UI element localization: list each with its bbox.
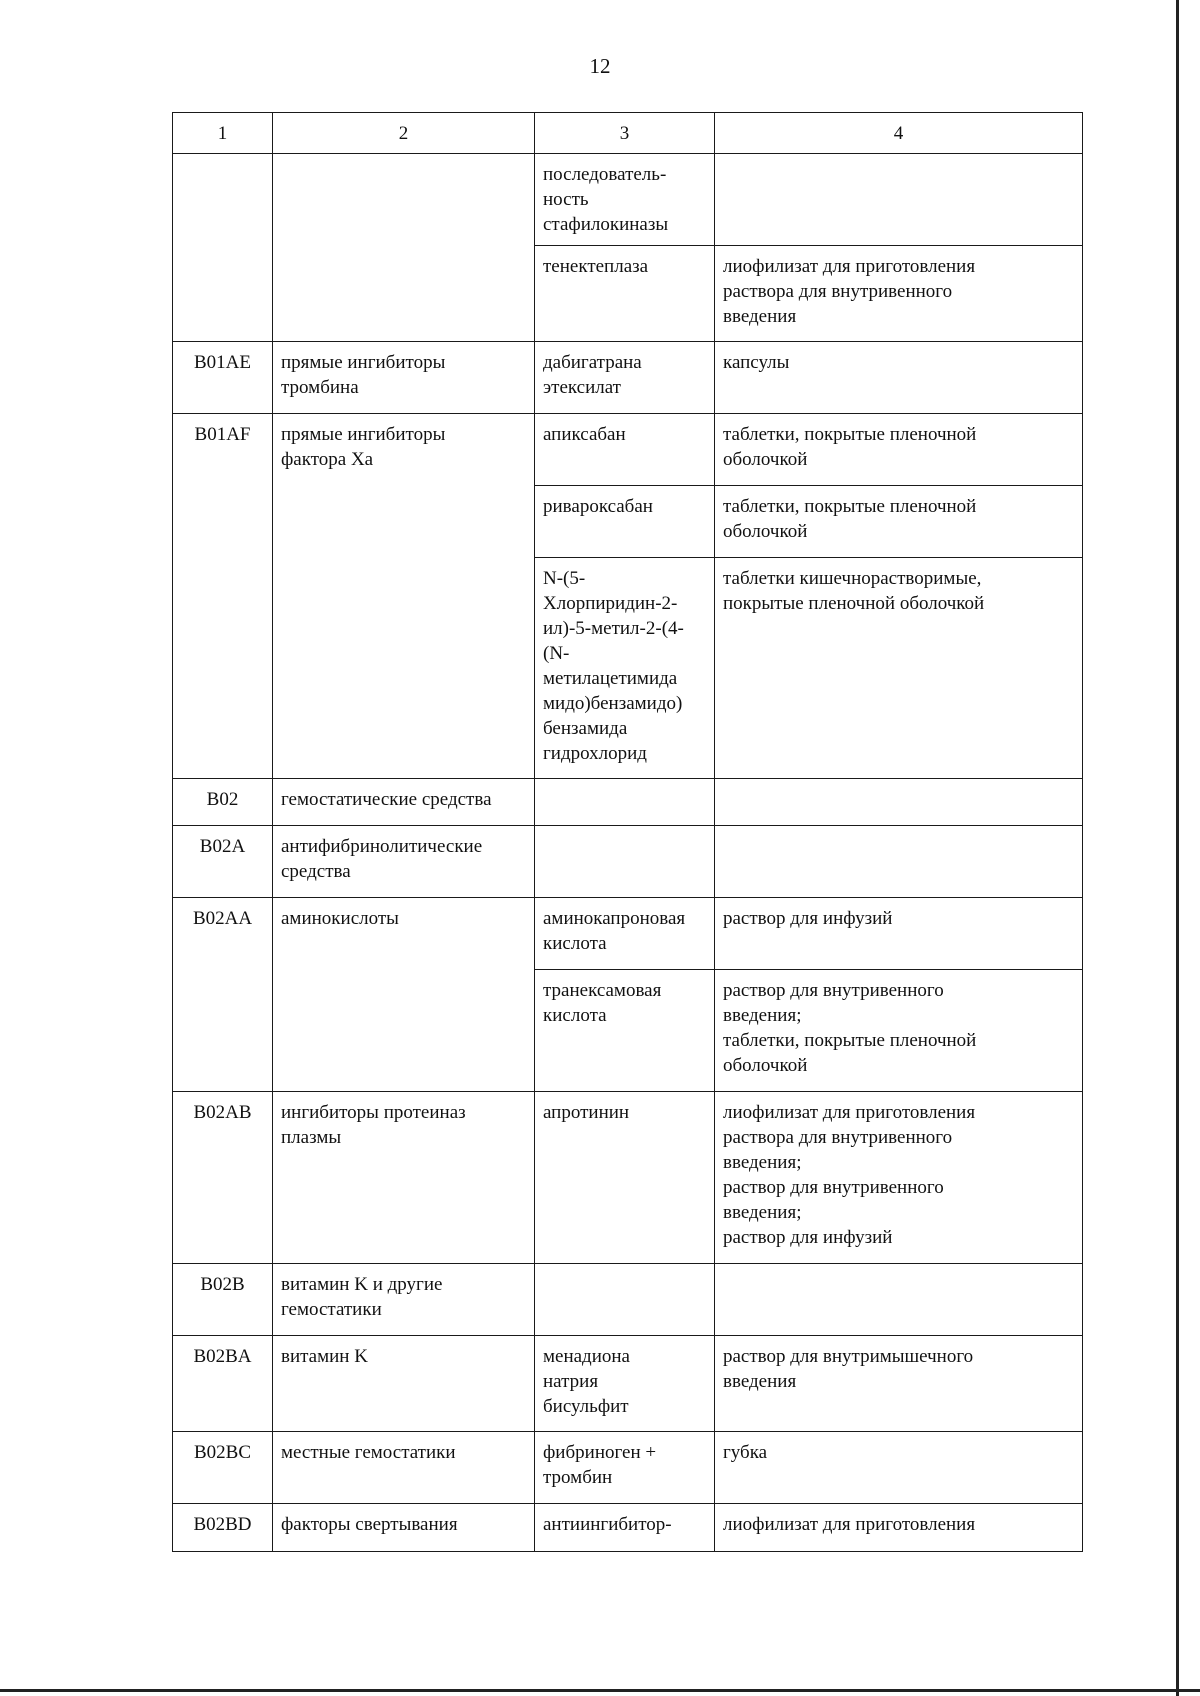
anatomical-group-cell: факторы свертывания [273, 1504, 535, 1552]
substance-cell: менадиона натрия бисульфит [535, 1336, 715, 1432]
anatomical-group-cell: прямые ингибиторы тромбина [273, 342, 535, 414]
atc-code-cell: B02AA [173, 898, 273, 1092]
page-number: 12 [589, 54, 611, 78]
substance-cell: N-(5- Хлорпиридин-2- ил)-5-метил-2-(4- (N- метилацетимида мидо)бензамидо) бензамида гидрохлорид [535, 558, 715, 779]
dosage-form-cell: раствор для внутривенного введения; таблетки, покрытые пленочной оболочкой [715, 970, 1083, 1092]
dosage-form-cell [715, 826, 1083, 898]
substance-cell: фибриноген + тромбин [535, 1432, 715, 1504]
header-col-2: 2 [273, 113, 535, 154]
header-col-1: 1 [173, 113, 273, 154]
anatomical-group-cell: аминокислоты [273, 898, 535, 1092]
atc-code-cell: B02A [173, 826, 273, 898]
dosage-form-cell: лиофилизат для приготовления [715, 1504, 1083, 1552]
anatomical-group-cell: антифибринолитические средства [273, 826, 535, 898]
header-col-4: 4 [715, 113, 1083, 154]
dosage-form-cell [715, 779, 1083, 826]
dosage-form-cell [715, 1264, 1083, 1336]
substance-cell: апиксабан [535, 414, 715, 486]
table-row [173, 1336, 1083, 1432]
atc-code-cell: B02AB [173, 1092, 273, 1264]
substance-cell [535, 779, 715, 826]
dosage-form-cell: лиофилизат для приготовления раствора для внутривенного введения; раствор для внутривенного введения; раствор для инфузий [715, 1092, 1083, 1264]
substance-cell: последователь- ность стафилокиназы [535, 154, 715, 246]
table-body [173, 113, 1083, 1552]
dosage-form-cell: раствор для инфузий [715, 898, 1083, 970]
substance-cell: тенектеплаза [535, 246, 715, 342]
table-row [173, 414, 1083, 486]
table-row [173, 154, 1083, 246]
scan-edge-bottom [0, 1689, 1200, 1692]
substance-cell: аминокапроновая кислота [535, 898, 715, 970]
table-row [173, 779, 1083, 826]
dosage-form-cell: лиофилизат для приготовления раствора для внутривенного введения [715, 246, 1083, 342]
dosage-form-cell: таблетки, покрытые пленочной оболочкой [715, 414, 1083, 486]
atc-code-cell: B02BD [173, 1504, 273, 1552]
substance-cell: антиингибитор- [535, 1504, 715, 1552]
substance-cell [535, 826, 715, 898]
substance-cell [535, 1264, 715, 1336]
anatomical-group-cell: прямые ингибиторы фактора Xa [273, 414, 535, 779]
table-row [173, 1264, 1083, 1336]
table-row [173, 826, 1083, 898]
dosage-form-cell: таблетки, покрытые пленочной оболочкой [715, 486, 1083, 558]
table-row [173, 1092, 1083, 1264]
substance-cell: дабигатрана этексилат [535, 342, 715, 414]
atc-code-cell: B02BC [173, 1432, 273, 1504]
anatomical-group-cell: витамин K [273, 1336, 535, 1432]
anatomical-group-cell: ингибиторы протеиназ плазмы [273, 1092, 535, 1264]
scan-edge-right [1176, 0, 1179, 1696]
dosage-form-cell: капсулы [715, 342, 1083, 414]
substance-cell: апротинин [535, 1092, 715, 1264]
anatomical-group-cell [273, 154, 535, 342]
substance-cell: ривароксабан [535, 486, 715, 558]
dosage-form-cell [715, 154, 1083, 246]
atc-code-cell: B02BA [173, 1336, 273, 1432]
atc-code-cell [173, 154, 273, 342]
atc-code-cell: B01AE [173, 342, 273, 414]
atc-code-cell: B02B [173, 1264, 273, 1336]
table-header-row [173, 113, 1083, 154]
table-row [173, 1432, 1083, 1504]
atc-code-cell: B02 [173, 779, 273, 826]
anatomical-group-cell: местные гемостатики [273, 1432, 535, 1504]
anatomical-group-cell: витамин K и другие гемостатики [273, 1264, 535, 1336]
dosage-form-cell: губка [715, 1432, 1083, 1504]
atc-code-cell: B01AF [173, 414, 273, 779]
substance-cell: транексамовая кислота [535, 970, 715, 1092]
anatomical-group-cell: гемостатические средства [273, 779, 535, 826]
table-row [173, 342, 1083, 414]
table-row [173, 1504, 1083, 1552]
drug-classification-table [172, 112, 1083, 1552]
table-row [173, 898, 1083, 970]
dosage-form-cell: таблетки кишечнорастворимые, покрытые пленочной оболочкой [715, 558, 1083, 779]
header-col-3: 3 [535, 113, 715, 154]
dosage-form-cell: раствор для внутримышечного введения [715, 1336, 1083, 1432]
